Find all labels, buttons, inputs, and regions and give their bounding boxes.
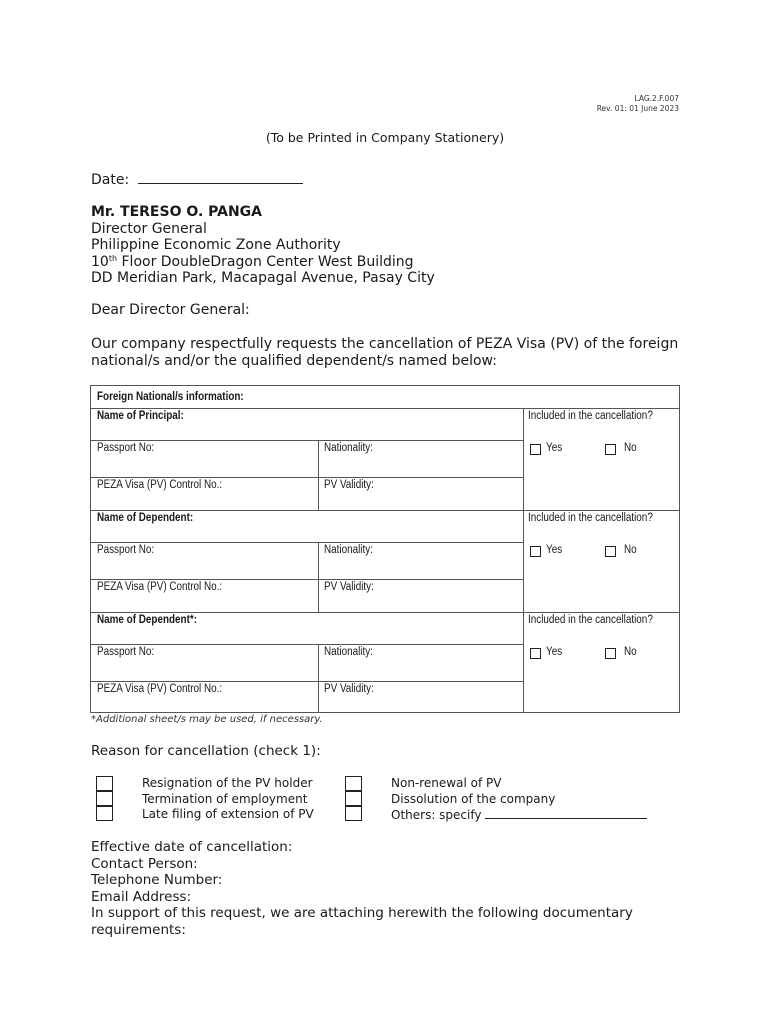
dependent-control-label: PEZA Visa (PV) Control No.: <box>97 581 223 593</box>
table-header: Foreign National/s information: <box>97 391 244 403</box>
principal-nationality-label: Nationality: <box>324 442 373 454</box>
reason-others-checkbox[interactable] <box>345 806 362 821</box>
dependent2-yes-label: Yes <box>546 646 563 658</box>
intro-paragraph: Our company respectfully requests the cancellation of PEZA Visa (PV) of the foreign national/s and/or the qualified dependent/s named below: <box>91 336 679 369</box>
dependent2-included-label: Included in the cancellation? <box>528 614 653 626</box>
addressee-agency: Philippine Economic Zone Authority <box>91 237 341 253</box>
reason-resignation-checkbox[interactable] <box>96 776 113 791</box>
dependent2-no-label: No <box>624 646 637 658</box>
principal-validity-label: PV Validity: <box>324 479 374 491</box>
reason-late-filing-label: Late filing of extension of PV <box>142 807 314 821</box>
contact-person-label: Contact Person: <box>91 855 198 872</box>
email-label: Email Address: <box>91 888 192 905</box>
reason-termination-label: Termination of employment <box>142 791 308 806</box>
reason-others-label: Others: specify <box>391 808 482 822</box>
principal-no-label: No <box>624 442 637 454</box>
dependent-yes-checkbox[interactable] <box>530 546 541 557</box>
dependent-no-label: No <box>624 544 637 556</box>
form-code: LAG.2.F.007 <box>634 94 679 103</box>
dependent2-passport-label: Passport No: <box>97 646 155 658</box>
reason-others-field[interactable] <box>485 807 647 819</box>
dependent-name-label: Name of Dependent: <box>97 512 194 524</box>
principal-passport-label: Passport No: <box>97 442 155 454</box>
dependent-included-label: Included in the cancellation? <box>528 512 653 524</box>
contact-block <box>91 839 691 939</box>
dependent2-validity-label: PV Validity: <box>324 683 374 695</box>
footnote: *Additional sheet/s may be used, if necessary. <box>91 714 323 725</box>
addressee-building <box>91 254 435 271</box>
principal-control-label: PEZA Visa (PV) Control No.: <box>97 479 223 491</box>
principal-name-label: Name of Principal: <box>97 410 184 422</box>
floor-number: 10 <box>91 253 109 270</box>
dependent-yes-label: Yes <box>546 544 563 556</box>
reason-title: Reason for cancellation (check 1): <box>91 743 321 759</box>
dependent-passport-label: Passport No: <box>97 544 155 556</box>
telephone-label: Telephone Number: <box>91 872 223 889</box>
reason-nonrenewal-checkbox[interactable] <box>345 776 362 791</box>
reason-termination-checkbox[interactable] <box>96 791 113 806</box>
addressee-title: Director General <box>91 220 207 237</box>
reason-left-list <box>142 776 314 823</box>
dependent-nationality-label: Nationality: <box>324 544 373 556</box>
reason-right-list <box>391 776 647 824</box>
principal-yes-label: Yes <box>546 442 563 454</box>
floor-rest: Floor DoubleDragon Center West Building <box>117 253 414 270</box>
dependent2-nationality-label: Nationality: <box>324 646 373 658</box>
addressee-city: DD Meridian Park, Macapagal Avenue, Pasay City <box>91 270 435 286</box>
floor-suffix: th <box>108 253 118 263</box>
addressee-name: Mr. TERESO O. PANGA <box>91 204 262 220</box>
principal-yes-checkbox[interactable] <box>530 444 541 455</box>
date-label: Date: <box>91 172 130 188</box>
form-code-block <box>597 94 679 114</box>
reason-resignation-label: Resignation of the PV holder <box>142 776 313 790</box>
printed-note: (To be Printed in Company Stationery) <box>265 130 505 145</box>
reason-dissolution-label: Dissolution of the company <box>391 791 556 806</box>
reason-late-filing-checkbox[interactable] <box>96 806 113 821</box>
dependent2-control-label: PEZA Visa (PV) Control No.: <box>97 683 223 695</box>
dependent2-yes-checkbox[interactable] <box>530 648 541 659</box>
revision-info: Rev. 01: 01 June 2023 <box>596 104 679 113</box>
support-paragraph: In support of this request, we are attaching herewith the following documentary requirements: <box>91 905 633 938</box>
salutation: Dear Director General: <box>91 302 250 318</box>
reason-others-line <box>391 807 647 824</box>
addressee-block <box>91 204 435 287</box>
principal-included-label: Included in the cancellation? <box>528 410 653 422</box>
reason-nonrenewal-label: Non-renewal of PV <box>391 776 502 790</box>
date-line <box>91 170 303 188</box>
dependent-no-checkbox[interactable] <box>605 546 616 557</box>
dependent-validity-label: PV Validity: <box>324 581 374 593</box>
dependent2-no-checkbox[interactable] <box>605 648 616 659</box>
reason-dissolution-checkbox[interactable] <box>345 791 362 806</box>
dependent2-name-label: Name of Dependent*: <box>97 614 198 626</box>
date-field[interactable] <box>138 170 303 184</box>
foreign-nationals-table <box>90 385 680 713</box>
effective-date-label: Effective date of cancellation: <box>91 839 293 855</box>
principal-no-checkbox[interactable] <box>605 444 616 455</box>
